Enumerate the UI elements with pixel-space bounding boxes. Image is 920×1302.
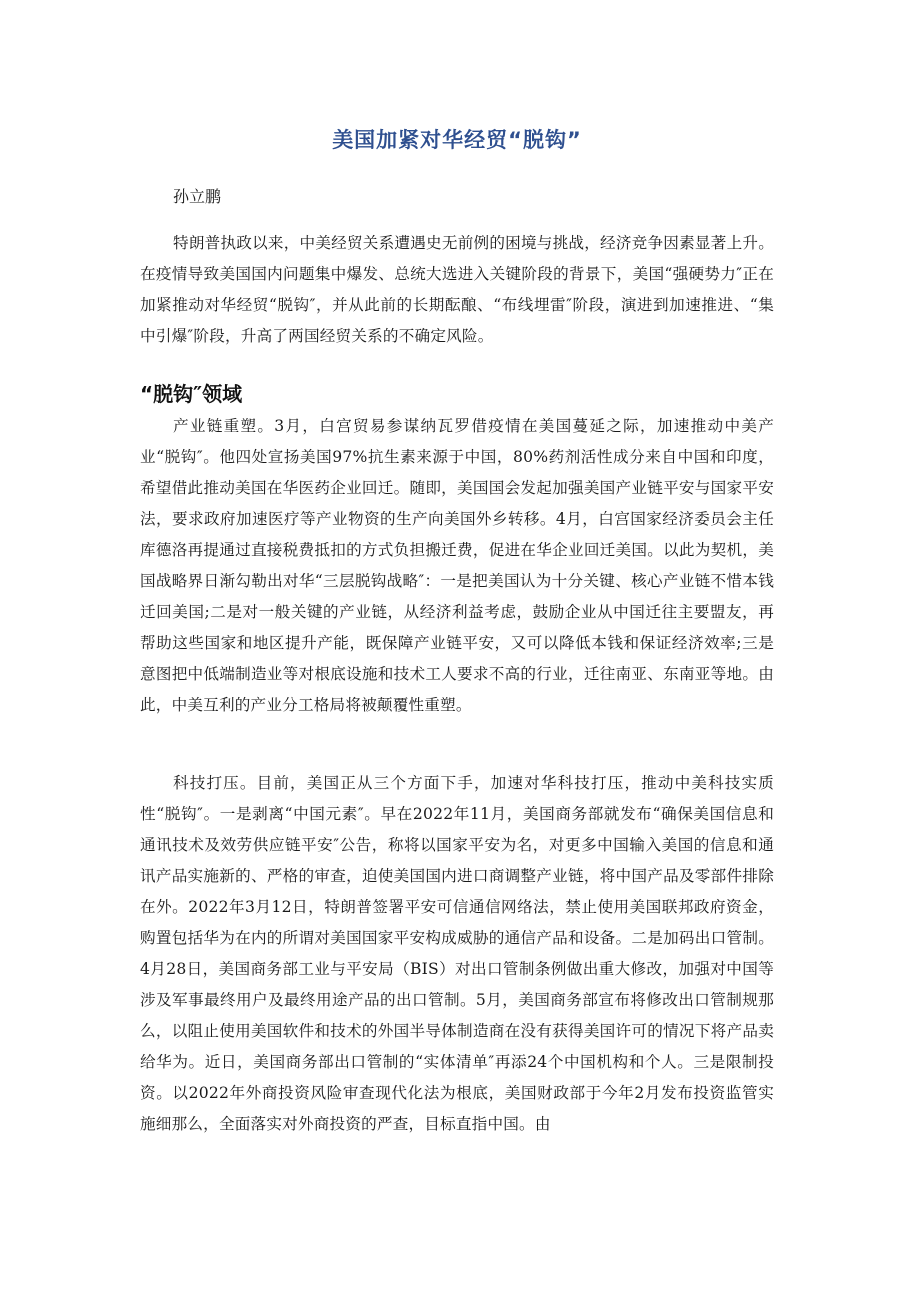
page-title: 美国加紧对华经贸“脱钩” bbox=[332, 128, 582, 152]
tech-suppression-paragraph: 科技打压。目前，美国正从三个方面下手，加速对华科技打压，推动中美科技实质性“脱钩″。一是剥离“中国元素″。早在2022年11月，美国商务部就发布“确保美国信息和通讯技术及效劳供应链平安″公告，称将以国家平安为名，对更多中国输入美国的信息和通讯产品实施新的、严格的审查，迫使美国国内进口商调整产业链，将中国产品及零部件排除在外。2022年3月12日，特朗普签署平安可信通信网络法，禁止使用美国联邦政府资金，购置包括华为在内的所谓对美国国家平安构成威胁的通信产品和设备。二是加码出口管制。4月28日，美国商务部工业与平安局（BIS）对出口管制条例做出重大修改，加强对中国等涉及军事最终用户及最终用途产品的出口管制。5月，美国商务部宣布将修改出口管制规那么，以阻止使用美国软件和技术的外国半导体制造商在没有获得美国许可的情况下将产品卖给华为。近日，美国商务部出口管制的“实体清单″再添24个中国机构和个人。三是限制投资。以2022年外商投资风险审查现代化法为根底，美国财政部于今年2月发布投资监管实施细那么，全面落实对外商投资的严查，目标直指中国。由 bbox=[140, 774, 774, 1133]
supply-chain-paragraph: 产业链重塑。3月，白宫贸易参谋纳瓦罗借疫情在美国蔓延之际，加速推动中美产业“脱钩″。他四处宣扬美国97%抗生素来源于中国，80%药剂活性成分来自中国和印度，希望借此推动美国在华医药企业回迁。随即，美国国会发起加强美国产业链平安与国家平安法，要求政府加速医疗等产业物资的生产向美国外乡转移。4月，白宫国家经济委员会主任库德洛再提通过直接税费抵扣的方式负担搬迁费，促进在华企业回迁美国。以此为契机，美国战略界日渐勾勒出对华“三层脱钩战略″：一是把美国认为十分关键、核心产业链不惜本钱迁回美国;二是对一般关键的产业链，从经济利益考虑，鼓励企业从中国迁往主要盟友，再帮助这些国家和地区提升产能，既保障产业链平安，又可以降低本钱和保证经济效率;三是意图把中低端制造业等对根底设施和技术工人要求不高的行业，迁往南亚、东南亚等地。由此，中美互利的产业分工格局将被颠覆性重塑。 bbox=[140, 417, 774, 714]
intro-paragraph: 特朗普执政以来，中美经贸关系遭遇史无前例的困境与挑战，经济竞争因素显著上升。在疫情导致美国国内问题集中爆发、总统大选进入关键阶段的背景下，美国“强硬势力″正在加紧推动对华经贸“脱钩″，并从此前的长期酝酿、“布线埋雷″阶段，演进到加速推进、“集中引爆″阶段，升高了两国经贸关系的不确定风险。 bbox=[140, 234, 774, 345]
section-heading: “脱钩″领域 bbox=[140, 382, 243, 406]
author-name: 孙立鹏 bbox=[173, 187, 222, 206]
